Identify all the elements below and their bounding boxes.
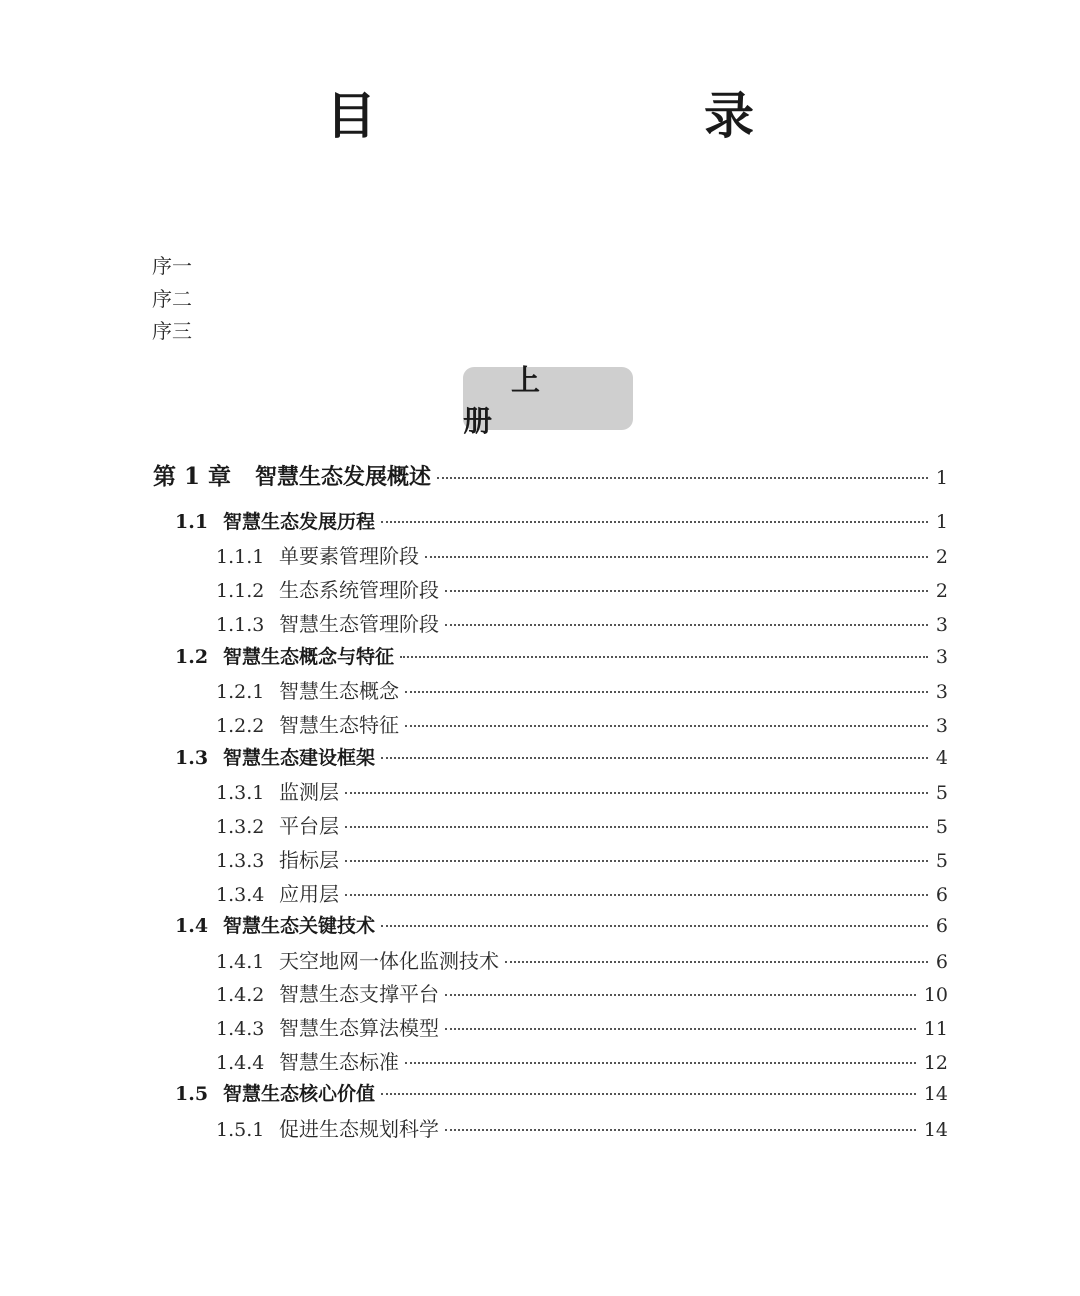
toc-number: 1.3	[175, 747, 209, 769]
dot-leader	[445, 624, 928, 626]
toc-number: 1.1.2	[216, 580, 265, 602]
toc-entry-sub[interactable]	[216, 1113, 948, 1147]
toc-title: 智慧生态特征	[279, 713, 399, 737]
toc-entry-section[interactable]	[175, 743, 948, 777]
dot-leader	[381, 925, 928, 927]
toc-page-number: 3	[935, 715, 948, 737]
toc-entry-chapter[interactable]	[153, 458, 948, 492]
toc-number: 1.1	[175, 511, 209, 533]
toc-entry-sub[interactable]	[216, 978, 948, 1012]
toc-number: 1.4	[175, 915, 209, 937]
toc-entry-sub[interactable]	[216, 810, 948, 844]
toc-title: 智慧生态核心价值	[223, 1083, 376, 1105]
dot-leader	[445, 1129, 916, 1131]
toc-number: 1.2.2	[216, 715, 265, 737]
toc-title: 智慧生态管理阶段	[279, 612, 439, 636]
toc-number: 1.4.4	[216, 1052, 265, 1074]
toc-number: 1.2	[175, 646, 209, 668]
toc-entry-section[interactable]	[175, 911, 948, 945]
toc-title: 生态系统管理阶段	[279, 578, 439, 602]
toc-title: 智慧生态关键技术	[223, 915, 376, 937]
toc-entry-sub[interactable]	[216, 608, 948, 642]
toc-entry-sub[interactable]	[216, 878, 948, 912]
toc-entry-sub[interactable]	[216, 844, 948, 878]
toc-title: 天空地网一体化监测技术	[279, 949, 499, 973]
toc-page-number: 11	[923, 1018, 948, 1040]
toc-page-number: 4	[935, 747, 948, 769]
toc-title: 智慧生态标准	[279, 1050, 399, 1074]
toc-page-number: 6	[935, 951, 948, 973]
dot-leader	[445, 994, 916, 996]
toc-title: 促进生态规划科学	[279, 1117, 439, 1141]
toc-title: 智慧生态发展历程	[223, 511, 376, 533]
toc-entry-sub[interactable]	[216, 1046, 948, 1080]
toc-page-number: 6	[935, 915, 948, 937]
dot-leader	[345, 894, 928, 896]
toc-page-number: 2	[935, 580, 948, 602]
toc-number: 1.4.1	[216, 951, 265, 973]
toc-number: 1.3.4	[216, 884, 265, 906]
toc-number: 1.5.1	[216, 1119, 265, 1141]
toc-title: 智慧生态建设框架	[223, 747, 376, 769]
toc-entry-sub[interactable]	[216, 675, 948, 709]
toc-title: 应用层	[279, 882, 339, 906]
toc-page-number: 5	[935, 816, 948, 838]
toc-entry-sub[interactable]	[216, 776, 948, 810]
toc-page-number: 14	[923, 1119, 948, 1141]
dot-leader	[437, 477, 928, 479]
toc-entry-sub[interactable]	[216, 709, 948, 743]
toc-title: 指标层	[279, 848, 339, 872]
toc-page-number: 3	[935, 681, 948, 703]
volume-label: 上册	[463, 362, 589, 438]
dot-leader	[345, 860, 928, 862]
toc-page-number: 12	[923, 1052, 948, 1074]
toc-page-number: 3	[935, 614, 948, 636]
toc-number: 第 1 章	[153, 463, 232, 490]
toc-title: 监测层	[279, 780, 339, 804]
toc-entry-section[interactable]	[175, 507, 948, 541]
toc-entry-sub[interactable]	[216, 1012, 948, 1046]
dot-leader	[345, 826, 928, 828]
toc-page-number: 6	[935, 884, 948, 906]
toc-entry-section[interactable]	[175, 642, 948, 676]
toc-title: 智慧生态发展概述	[255, 465, 432, 490]
toc-title: 智慧生态支撑平台	[279, 982, 439, 1006]
toc-number: 1.5	[175, 1083, 209, 1105]
toc-page-number: 5	[935, 782, 948, 804]
toc-number: 1.4.2	[216, 984, 265, 1006]
dot-leader	[400, 656, 928, 658]
preface-list	[152, 250, 192, 348]
toc-title: 智慧生态概念	[279, 679, 399, 703]
toc-title: 智慧生态概念与特征	[223, 646, 395, 668]
dot-leader	[405, 691, 928, 693]
dot-leader	[445, 1028, 916, 1030]
dot-leader	[405, 725, 928, 727]
preface-item[interactable]: 序一	[152, 254, 192, 278]
toc-entry-sub[interactable]	[216, 540, 948, 574]
toc-entry-section[interactable]	[175, 1079, 948, 1113]
dot-leader	[505, 961, 928, 963]
dot-leader	[345, 792, 928, 794]
toc-page-number: 1	[935, 511, 948, 533]
page-title: 目 录	[326, 87, 830, 145]
toc-page-number: 3	[935, 646, 948, 668]
toc-page-number: 1	[935, 467, 948, 489]
volume-heading-box	[463, 362, 633, 438]
toc-page-number: 14	[923, 1083, 948, 1105]
toc-entry-sub[interactable]	[216, 574, 948, 608]
toc-title: 单要素管理阶段	[279, 544, 419, 568]
toc-page-number: 10	[923, 984, 948, 1006]
dot-leader	[381, 521, 928, 523]
toc-title: 智慧生态算法模型	[279, 1016, 439, 1040]
toc-number: 1.3.1	[216, 782, 265, 804]
toc-number: 1.4.3	[216, 1018, 265, 1040]
dot-leader	[381, 1093, 916, 1095]
dot-leader	[405, 1062, 916, 1064]
preface-item[interactable]: 序三	[152, 319, 192, 343]
toc-number: 1.3.2	[216, 816, 265, 838]
toc-page-number: 5	[935, 850, 948, 872]
toc-number: 1.2.1	[216, 681, 265, 703]
dot-leader	[425, 556, 928, 558]
toc-page-number: 2	[935, 546, 948, 568]
toc-number: 1.1.1	[216, 546, 265, 568]
toc-title: 平台层	[279, 814, 339, 838]
toc-number: 1.1.3	[216, 614, 265, 636]
dot-leader	[445, 590, 928, 592]
dot-leader	[381, 757, 928, 759]
preface-item[interactable]: 序二	[152, 286, 192, 311]
toc-entry-sub[interactable]	[216, 945, 948, 979]
toc-number: 1.3.3	[216, 850, 265, 872]
